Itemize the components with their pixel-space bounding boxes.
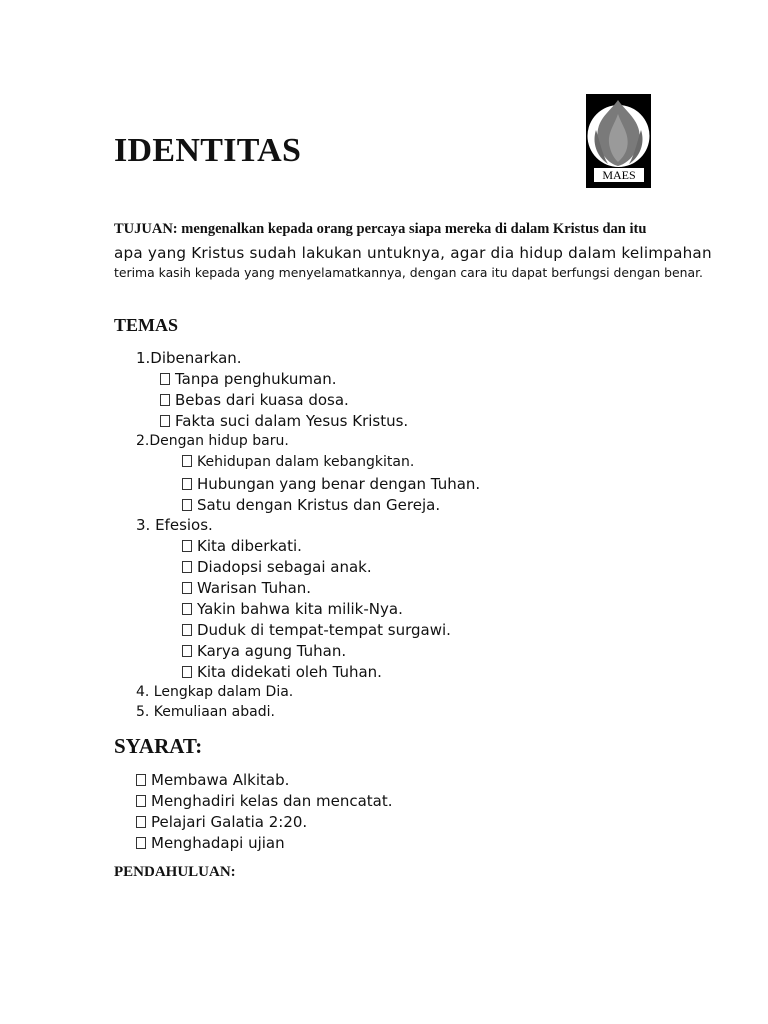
list-subitem: Hubungan yang benar dengan Tuhan. xyxy=(182,475,480,493)
list-item: 2.Dengan hidup baru. xyxy=(136,433,289,449)
list-item: 5. Kemuliaan abadi. xyxy=(136,704,275,720)
requirement-item: Menghadapi ujian xyxy=(136,834,285,852)
square-bullet-icon xyxy=(136,774,146,786)
square-bullet-icon xyxy=(160,394,170,406)
list-subitem: Karya agung Tuhan. xyxy=(182,642,346,660)
square-bullet-icon xyxy=(136,837,146,849)
list-subitem: Bebas dari kuasa dosa. xyxy=(160,391,349,409)
square-bullet-icon xyxy=(182,666,192,678)
square-bullet-icon xyxy=(182,540,192,552)
section-heading-syarat: SYARAT: xyxy=(114,734,203,758)
square-bullet-icon xyxy=(182,624,192,636)
square-bullet-icon xyxy=(182,582,192,594)
square-bullet-icon xyxy=(182,478,192,490)
list-subitem: Yakin bahwa kita milik-Nya. xyxy=(182,600,403,618)
logo-label: MAES xyxy=(594,168,644,182)
list-subitem: Tanpa penghukuman. xyxy=(160,370,336,388)
list-item: 4. Lengkap dalam Dia. xyxy=(136,684,294,700)
square-bullet-icon xyxy=(182,645,192,657)
square-bullet-icon xyxy=(182,499,192,511)
maes-logo xyxy=(586,94,651,188)
goal-line-1: TUJUAN: mengenalkan kepada orang percaya siapa mereka di dalam Kristus dan itu xyxy=(114,221,647,237)
square-bullet-icon xyxy=(136,816,146,828)
section-heading-temas: TEMAS xyxy=(114,315,179,335)
list-subitem: Kita diberkati. xyxy=(182,537,302,555)
list-subitem: Duduk di tempat-tempat surgawi. xyxy=(182,621,451,639)
square-bullet-icon xyxy=(160,373,170,385)
requirement-item: Pelajari Galatia 2:20. xyxy=(136,813,307,831)
goal-line-3: terima kasih kepada yang menyelamatkannya, dengan cara itu dapat berfungsi dengan benar. xyxy=(114,265,703,280)
list-subitem: Kehidupan dalam kebangkitan. xyxy=(182,454,414,470)
square-bullet-icon xyxy=(136,795,146,807)
list-subitem: Satu dengan Kristus dan Gereja. xyxy=(182,496,440,514)
page-title: IDENTITAS xyxy=(114,132,302,169)
list-subitem: Diadopsi sebagai anak. xyxy=(182,558,372,576)
list-item: 3. Efesios. xyxy=(136,516,213,534)
square-bullet-icon xyxy=(160,415,170,427)
square-bullet-icon xyxy=(182,603,192,615)
section-heading-pendahuluan: PENDAHULUAN: xyxy=(114,864,236,880)
goal-line-2: apa yang Kristus sudah lakukan untuknya, agar dia hidup dalam kelimpahan xyxy=(114,244,712,262)
requirement-item: Membawa Alkitab. xyxy=(136,771,289,789)
list-subitem: Kita didekati oleh Tuhan. xyxy=(182,663,382,681)
requirement-item: Menghadiri kelas dan mencatat. xyxy=(136,792,393,810)
list-item: 1.Dibenarkan. xyxy=(136,349,242,367)
square-bullet-icon xyxy=(182,455,192,467)
list-subitem: Warisan Tuhan. xyxy=(182,579,311,597)
list-subitem: Fakta suci dalam Yesus Kristus. xyxy=(160,412,408,430)
square-bullet-icon xyxy=(182,561,192,573)
